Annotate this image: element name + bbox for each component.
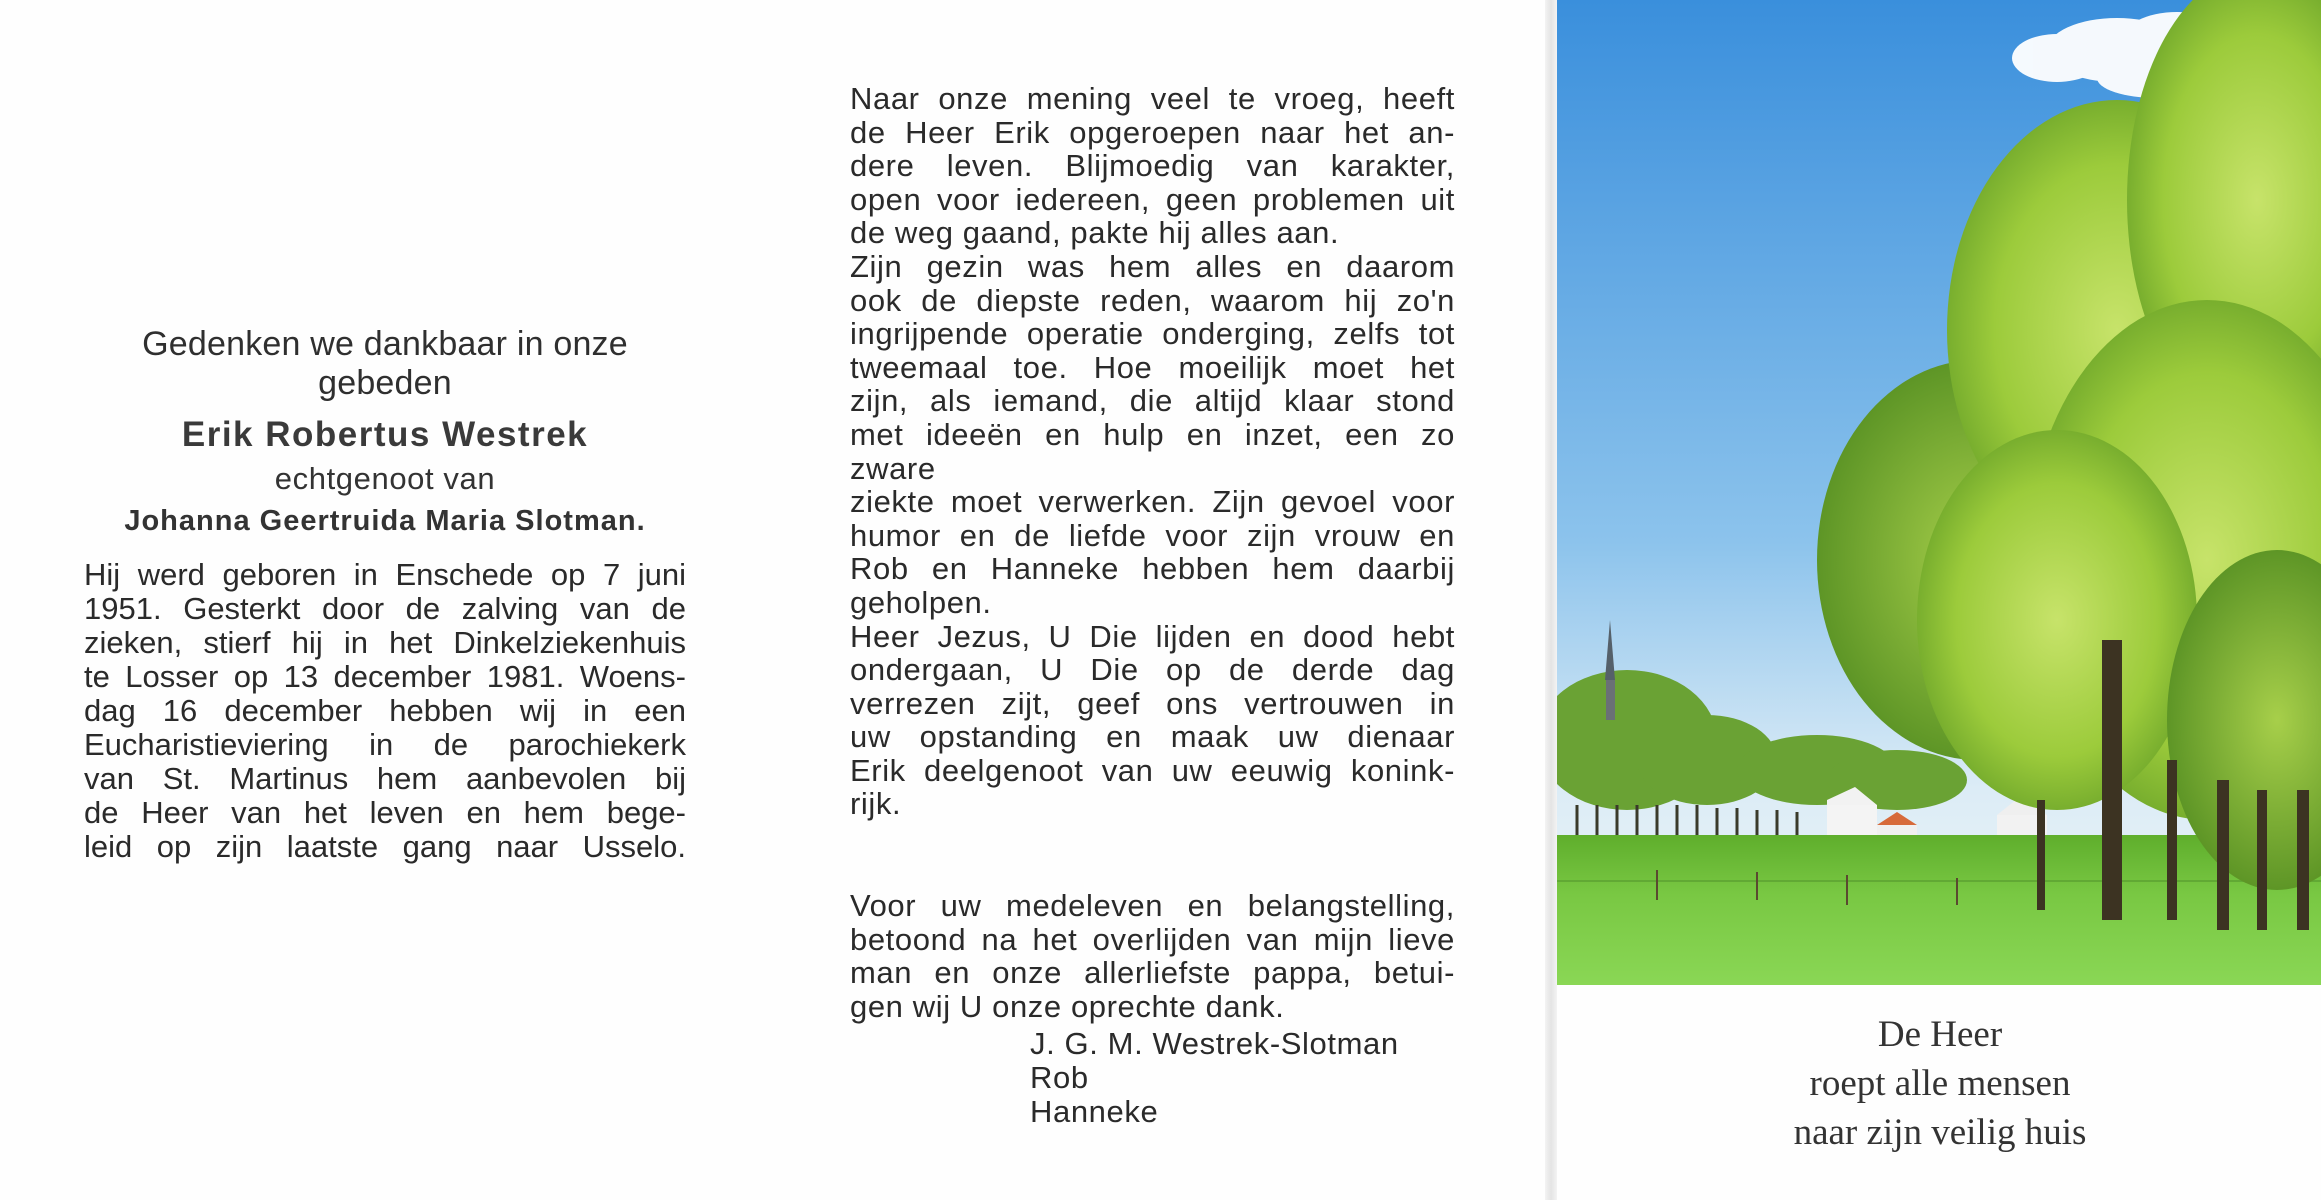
caption-line: De Heer — [1877, 1014, 2003, 1055]
tribute-line: tweemaal toe. Hoe moeilijk moet het — [850, 349, 1455, 385]
caption-line: roept alle mensen — [1809, 1063, 2071, 1104]
prayer-line: verrezen zijt, geef ons vertrouwen in — [850, 685, 1455, 721]
caption-line: naar zijn veilig huis — [1793, 1112, 2087, 1153]
signature-line: Rob — [1030, 1060, 1089, 1096]
prayer-line: ondergaan, U Die op de derde dag — [850, 652, 1455, 688]
thanks-paragraph — [850, 889, 1455, 1023]
tribute-line: ziekte moet verwerken. Zijn gevoel voor — [850, 484, 1455, 520]
bio-line: zieken, stierf hij in het Dinkelziekenhuis — [84, 625, 686, 660]
photo-caption — [1700, 1010, 2180, 1157]
thanks-line: gen wij U onze oprechte dank. — [850, 988, 1285, 1024]
signatures — [1030, 1027, 1455, 1128]
intro-text: Gedenken we dankbaar in onze gebeden — [142, 325, 628, 402]
card-fold — [1545, 0, 1557, 1200]
bio-line: Eucharistieviering in de parochiekerk — [84, 727, 686, 762]
signature-line: J. G. M. Westrek-Slotman — [1030, 1026, 1399, 1062]
left-panel — [80, 325, 690, 864]
bio-line: dag 16 december hebben wij in een — [84, 693, 686, 728]
middle-panel — [850, 82, 1455, 1128]
prayer-line: Heer Jezus, U Die lijden en dood hebt — [850, 618, 1455, 654]
bio-line: van St. Martinus hem aanbevolen bij — [84, 761, 686, 796]
deceased-name: Erik Robertus Westrek — [181, 415, 589, 454]
bio-line: te Losser op 13 december 1981. Woens- — [84, 659, 686, 694]
tribute-line: dere leven. Blijmoedig van karakter, — [850, 148, 1455, 184]
tribute-line: open voor iedereen, geen problemen uit — [850, 181, 1455, 217]
spouse-name: Johanna Geertruida Maria Slotman. — [124, 505, 646, 537]
bio-line: Hij werd geboren in Enschede op 7 juni — [84, 557, 686, 592]
bio-line: 1951. Gesterkt door de zalving van de — [84, 591, 686, 626]
bio-line: de Heer van het leven en hem bege- — [84, 795, 686, 830]
tribute-line: geholpen. — [850, 584, 992, 620]
tribute-line: Zijn gezin was hem alles en daarom — [850, 248, 1455, 284]
thanks-line: man en onze allerliefste pappa, betui- — [850, 955, 1455, 991]
tribute-line: ingrijpende operatie onderging, zelfs tot — [850, 316, 1455, 352]
spouse-label: echtgenoot van — [274, 461, 496, 496]
prayer-line: uw opstanding en maak uw dienaar — [850, 719, 1455, 755]
bio-line: leid op zijn laatste gang naar Usselo. — [84, 829, 686, 864]
tribute-line: Naar onze mening veel te vroeg, heeft — [850, 81, 1455, 116]
tribute-line: zijn, als iemand, die altijd klaar stond — [850, 383, 1455, 419]
tribute-line: ook de diepste reden, waarom hij zo'n — [850, 282, 1455, 318]
landscape-photo — [1557, 0, 2321, 985]
prayer-line: Erik deelgenoot van uw eeuwig konink- — [850, 752, 1455, 788]
prayer-line: rijk. — [850, 786, 902, 822]
tribute-line: Rob en Hanneke hebben hem daarbij — [850, 551, 1455, 587]
landscape-illustration — [1557, 0, 2321, 985]
tribute-line: de Heer Erik opgeroepen naar het an- — [850, 114, 1455, 150]
thanks-line: Voor uw medeleven en belangstelling, — [850, 888, 1455, 924]
tribute-line: de weg gaand, pakte hij alles aan. — [850, 215, 1340, 251]
biography — [80, 558, 690, 864]
signature-line: Hanneke — [1030, 1093, 1159, 1129]
tribute-paragraph — [850, 82, 1455, 821]
thanks-line: betoond na het overlijden van mijn lieve — [850, 921, 1455, 957]
tribute-line: met ideeën en hulp en inzet, een zo zware — [850, 416, 1455, 486]
tribute-line: humor en de liefde voor zijn vrouw en — [850, 517, 1455, 553]
